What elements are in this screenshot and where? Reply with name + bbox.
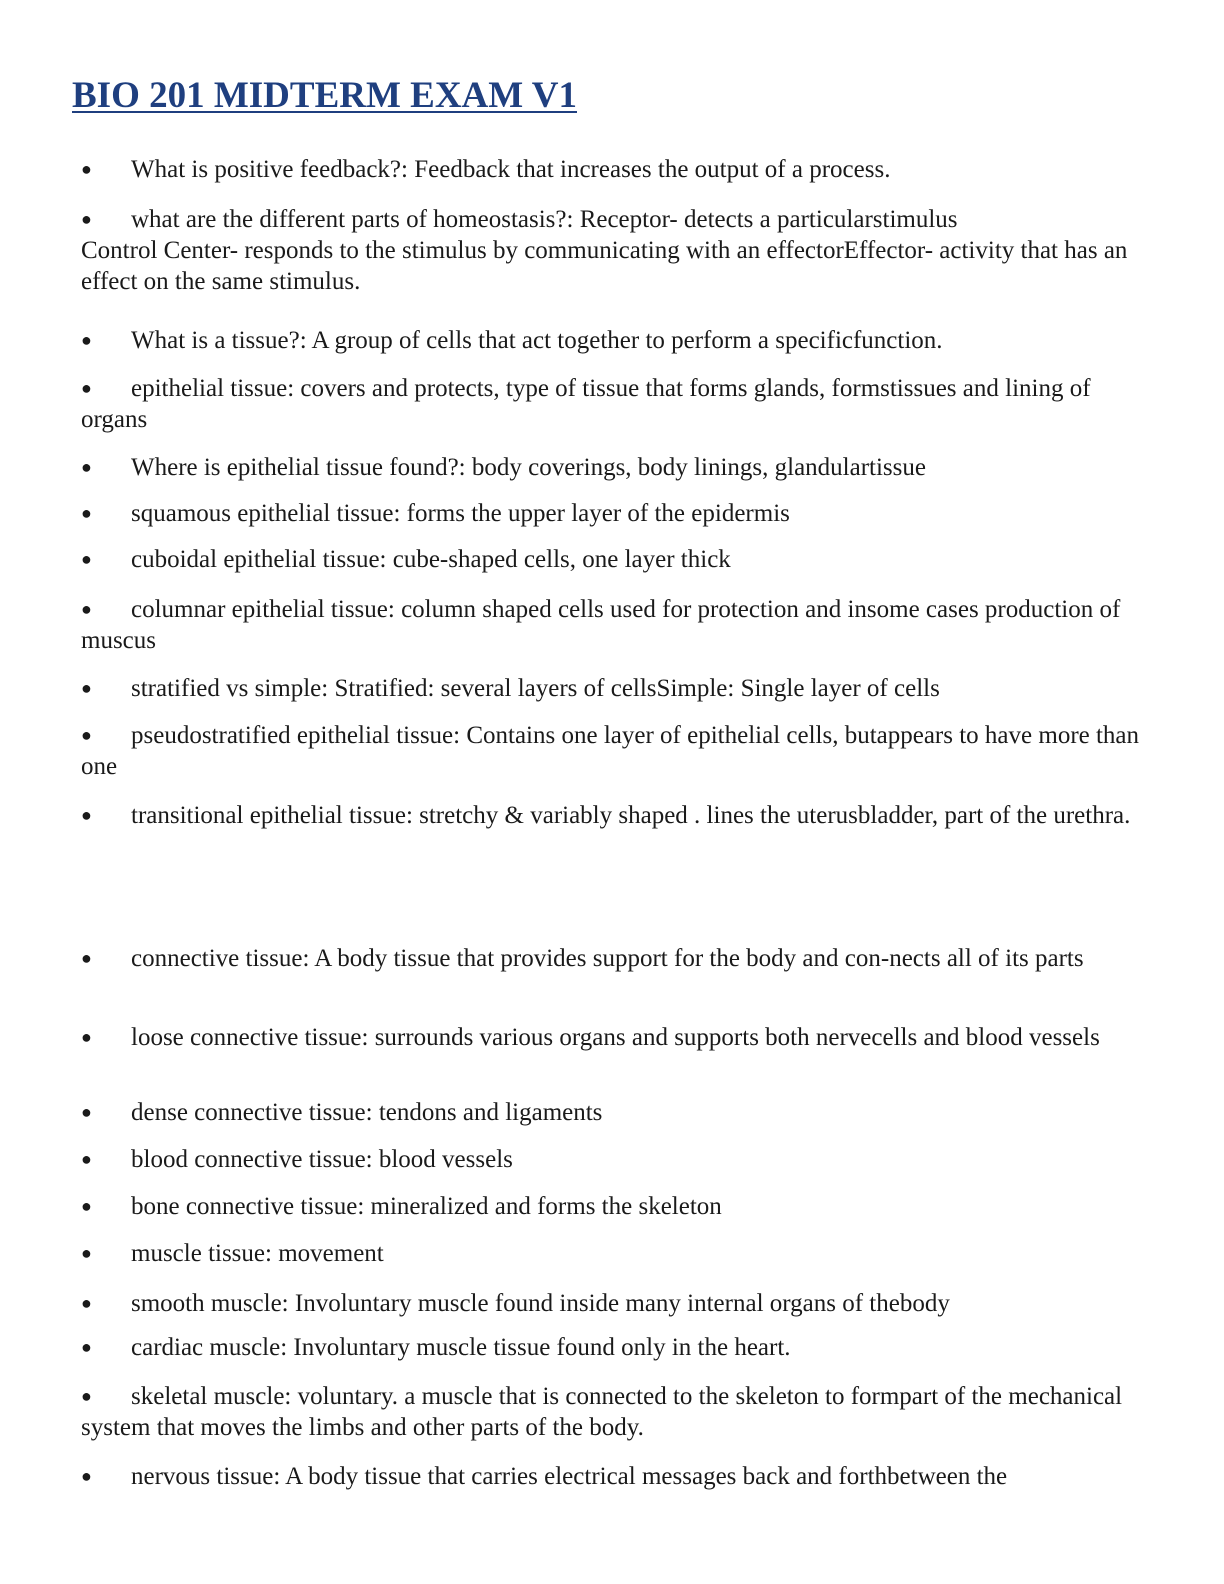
list-item-text: squamous epithelial tissue: forms the upper layer of the epidermis — [131, 500, 790, 527]
list-item-text: pseudostratified epithelial tissue: Contains one layer of epithelial cells, butappears to have more than one — [81, 722, 1140, 780]
bullet-icon: ● — [81, 948, 92, 968]
list-item-text: connective tissue: A body tissue that provides support for the body and con-nects all of its parts — [131, 945, 1084, 972]
bullet-icon: ● — [81, 805, 92, 825]
bullet-icon: ● — [81, 1102, 92, 1122]
bullet-icon: ● — [81, 1337, 92, 1357]
bullet-icon: ● — [81, 378, 92, 398]
list-item-text: dense connective tissue: tendons and ligaments — [131, 1099, 603, 1126]
list-item — [81, 544, 1141, 575]
list-item-text: epithelial tissue: covers and protects, type of tissue that forms glands, formstissues and lining of organs — [81, 375, 1091, 433]
list-item — [81, 720, 1141, 782]
bullet-icon: ● — [81, 457, 92, 477]
list-item-text: muscle tissue: movement — [131, 1240, 384, 1267]
list-item — [81, 800, 1141, 831]
list-item-text: loose connective tissue: surrounds various organs and supports both nervecells and blood vessels — [131, 1024, 1100, 1051]
list-item-text: cuboidal epithelial tissue: cube-shaped cells, one layer thick — [131, 546, 731, 573]
list-item — [81, 594, 1141, 656]
list-item-text: What is a tissue?: A group of cells that act together to perform a specificfunction. — [131, 327, 943, 354]
bullet-icon: ● — [81, 1243, 92, 1263]
bullet-icon: ● — [81, 330, 92, 350]
list-item-text: cardiac muscle: Involuntary muscle tissue found only in the heart. — [131, 1334, 791, 1361]
list-item — [81, 1097, 1141, 1128]
list-item — [81, 943, 1141, 974]
list-item-text: bone connective tissue: mineralized and forms the skeleton — [131, 1193, 722, 1220]
bullet-icon: ● — [81, 1027, 92, 1047]
list-item — [81, 154, 1141, 185]
list-item-text: What is positive feedback?: Feedback that increases the output of a process. — [131, 156, 891, 183]
bullet-icon: ● — [81, 1196, 92, 1216]
bullet-icon: ● — [81, 1293, 92, 1313]
list-item-text: stratified vs simple: Stratified: several layers of cellsSimple: Single layer of cells — [131, 675, 940, 702]
list-item — [81, 1381, 1141, 1443]
list-item — [81, 1288, 1141, 1319]
bullet-icon: ● — [81, 503, 92, 523]
list-item-text: blood connective tissue: blood vessels — [131, 1146, 513, 1173]
list-item — [81, 1022, 1141, 1053]
list-item — [81, 498, 1141, 529]
list-item — [81, 1238, 1141, 1269]
list-item — [81, 1461, 1141, 1492]
bullet-icon: ● — [81, 725, 92, 745]
list-item — [81, 452, 1141, 483]
list-item — [81, 673, 1141, 704]
page-title: BIO 201 MIDTERM EXAM V1 — [72, 75, 577, 116]
bullet-icon: ● — [81, 1386, 92, 1406]
list-item-text: Where is epithelial tissue found?: body coverings, body linings, glandulartissue — [131, 454, 926, 481]
bullet-icon: ● — [81, 599, 92, 619]
list-item — [81, 373, 1141, 435]
list-item-text: smooth muscle: Involuntary muscle found inside many internal organs of thebody — [131, 1290, 950, 1317]
bullet-icon: ● — [81, 1149, 92, 1169]
list-item — [81, 1144, 1141, 1175]
list-item — [81, 1332, 1141, 1363]
list-item-text: skeletal muscle: voluntary. a muscle that is connected to the skeleton to formpart of the mechanical system that moves the limbs and other parts of the body. — [81, 1383, 1123, 1441]
list-item-text: what are the different parts of homeostasis?: Receptor- detects a particularstimulus Control Center- responds to the stimulus by communicating with an effectorEffector- activity that has an effect on the same stimulus. — [81, 206, 1128, 295]
bullet-icon: ● — [81, 549, 92, 569]
bullet-icon: ● — [81, 678, 92, 698]
bullet-icon: ● — [81, 159, 92, 179]
list-item — [81, 325, 1141, 356]
bullet-icon: ● — [81, 209, 92, 229]
list-item — [81, 204, 1141, 297]
list-item — [81, 1191, 1141, 1222]
bullet-icon: ● — [81, 1466, 92, 1486]
list-item-text: columnar epithelial tissue: column shaped cells used for protection and insome cases production of muscus — [81, 596, 1121, 654]
list-item-text: transitional epithelial tissue: stretchy & variably shaped . lines the uterusbladder, part of the urethra. — [131, 802, 1131, 829]
list-item-text: nervous tissue: A body tissue that carries electrical messages back and forthbetween the — [131, 1463, 1008, 1490]
